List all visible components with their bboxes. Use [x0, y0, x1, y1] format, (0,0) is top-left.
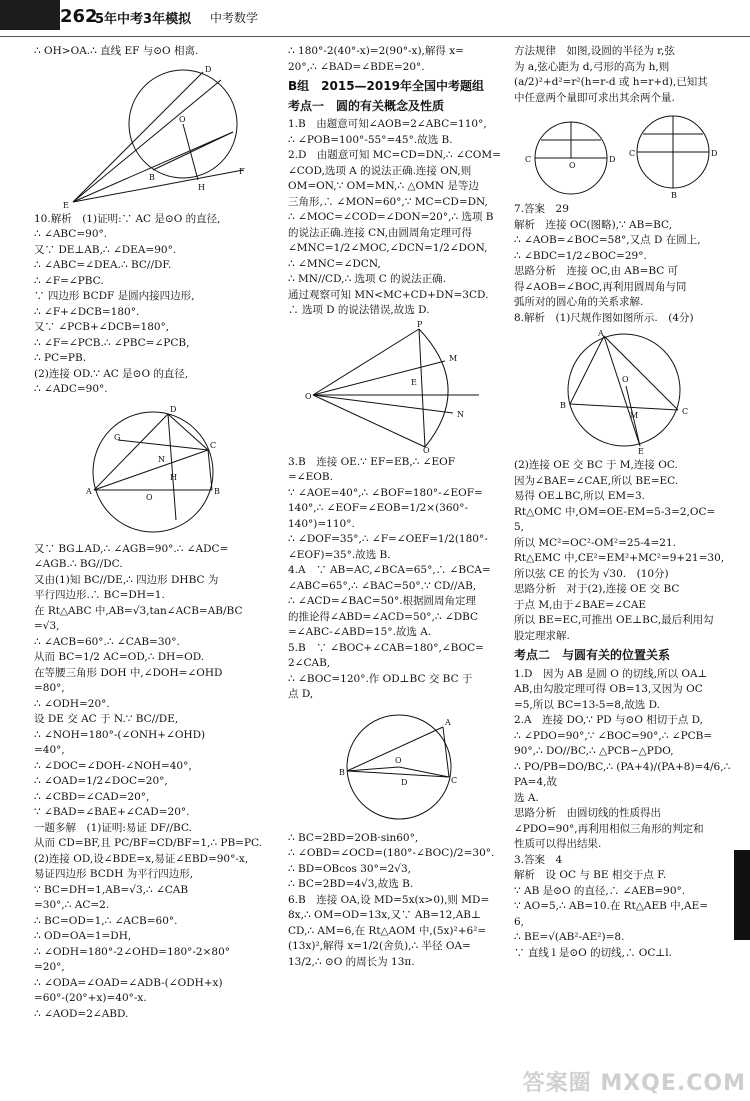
text-line: =30°,∴ AC=2.	[34, 899, 110, 911]
svg-text:B: B	[671, 191, 677, 200]
figure-q8-construction	[534, 328, 714, 456]
text-line: =∠ABC-∠ABD=15°.故选 A.	[288, 626, 432, 638]
text-line: Rt△OMC 中,OM=OE-EM=5-3=2,OC=	[514, 505, 716, 518]
col1-text-a	[34, 44, 272, 60]
watermark: 答案圈 MXQE.COM	[522, 1071, 746, 1096]
col2-text-d	[288, 831, 510, 971]
text-line: 选 A.	[514, 791, 539, 804]
text-line: (2)连接 OD,设∠BDE=x,易证∠EBD=90°-x,	[34, 852, 249, 865]
text-line: 性质可以得出结果.	[514, 838, 602, 850]
text-line: 平行四边形.∴ BC=DH=1.	[34, 589, 165, 601]
col1-text-c	[34, 542, 272, 1023]
text-line: ∠AGB.∴ BG//DC.	[34, 558, 123, 570]
svg-text:D: D	[609, 155, 616, 164]
svg-text:E: E	[411, 377, 417, 387]
text-line: ∴ 选项 D 的说法错误,故选 D.	[288, 304, 430, 316]
figure-q2-arc	[299, 321, 499, 453]
text-line: 又由(1)知 BC//DE,∴ 四边形 DHBC 为	[34, 573, 219, 586]
section-title-b: B组 2015—2019年全国中考题组	[288, 79, 484, 93]
text-line: ∴ ∠DOC=∠DOH-∠NOH=40°,	[34, 759, 192, 772]
text-line: 在 Rt△ABC 中,AB=√3,tan∠ACB=AB/BC	[34, 604, 243, 617]
text-line: ∴ BC=2BD=4√3,故选 B.	[288, 878, 414, 890]
text-line: 于点 M,由于∠BAE=∠CAE	[514, 598, 647, 611]
svg-text:E: E	[638, 447, 644, 456]
column-3	[514, 44, 734, 961]
svg-text:C: C	[451, 775, 458, 785]
svg-text:O: O	[305, 391, 312, 401]
text-line: ∵ BC=DH=1,AB=√3,∴ ∠CAB	[34, 883, 189, 896]
text-line: =40°,	[34, 744, 65, 756]
text-line: 2.D 由题意可知 MC=CD=DN,∴ ∠COM=	[288, 149, 501, 161]
text-line: 3.B 连接 OE.∵ EF=EB,∴ ∠EOF	[288, 455, 456, 468]
text-line: ∴ ∠ADC=90°.	[34, 383, 108, 395]
text-line: 5.B ∵ ∠BOC+∠CAB=180°,∠BOC=	[288, 641, 484, 654]
text-line: 股定理求解.	[514, 629, 570, 642]
text-line: ∴ OH>OA.∴ 直线 EF 与⊙O 相离.	[34, 45, 199, 57]
col1-text-b	[34, 212, 272, 398]
text-line: ∴ BE=√(AB²-AE²)=8.	[514, 931, 625, 943]
text-line: 中任意两个量即可求出其余两个量.	[514, 91, 675, 104]
text-line: 从而 BC=1/2 AC=OD,∴ DH=OD.	[34, 651, 205, 663]
text-line: (2)连接 OE 交 BC 于 M,连接 OC.	[514, 459, 678, 471]
text-line: ∴ ∠BDC=1/2∠BOC=29°.	[514, 249, 647, 262]
col2-text-b	[288, 117, 510, 319]
svg-text:O: O	[179, 114, 186, 124]
col2-text-a	[288, 44, 510, 75]
topic-1-title: 考点一 圆的有关概念及性质	[288, 98, 445, 113]
figure-q5-circle	[309, 705, 489, 829]
svg-text:A: A	[445, 717, 451, 727]
svg-text:D: D	[205, 64, 212, 74]
text-line: ∴ ∠OBD=∠OCD=(180°-∠BOC)/2=30°.	[288, 847, 495, 859]
book-title: 5年中考3年模拟	[95, 12, 192, 27]
text-line: ∴ ∠ABC=90°.	[34, 228, 108, 240]
text-line: 6.B 连接 OA,设 MD=5x(x>0),则 MD=	[288, 893, 490, 906]
svg-text:B: B	[149, 172, 155, 182]
svg-text:Q: Q	[423, 445, 430, 453]
text-line: 解析 连接 OC(图略),∵ AB=BC,	[514, 218, 673, 231]
text-line: 思路分析 连接 OC,由 AB=BC 可	[514, 265, 679, 277]
svg-text:D: D	[401, 777, 408, 787]
text-line: 解析 设 OC 与 BE 相交于点 F.	[514, 869, 667, 881]
column-2	[288, 44, 510, 970]
col3-text-a	[514, 44, 734, 106]
text-line: ∴ PO/PB=DO/BC,∴ (PA+4)/(PA+8)=4/6,∴ PA=4,故	[514, 760, 734, 788]
figure-q10-circle	[58, 400, 248, 540]
figure-chord-diagrams	[519, 108, 729, 200]
svg-text:C: C	[210, 440, 217, 450]
svg-text:B: B	[560, 401, 566, 410]
text-line: 10.解析 (1)证明:∵ AC 是⊙O 的直径,	[34, 212, 221, 225]
text-line: (13x)²,解得 x=1/2(舍负),∴ 半径 OA=	[288, 940, 471, 952]
text-line: ∵ AO=5,∴ AB=10.在 Rt△AEB 中,AE=	[514, 900, 709, 912]
topic-2-title: 考点二 与圆有关的位置关系	[514, 648, 671, 662]
text-line: ∴ ∠ODH=20°.	[34, 697, 110, 710]
text-line: 5,	[514, 521, 525, 533]
svg-text:H: H	[198, 182, 205, 192]
text-line: 13/2,∴ ⊙O 的周长为 13π.	[288, 955, 415, 968]
svg-text:O: O	[622, 375, 629, 384]
text-line: 从而 CD=BF,且 PC/BF=CD/BF=1,∴ PB=PC.	[34, 837, 263, 849]
text-line: ∴ ∠MNC=∠DCN,	[288, 257, 381, 270]
svg-text:A: A	[86, 486, 92, 496]
text-line: 一题多解 (1)证明:易证 DF//BC.	[34, 821, 192, 834]
text-line: 8.解析 (1)尺规作图如图所示. (4分)	[514, 311, 694, 324]
figure-tangent-line	[53, 62, 253, 210]
text-line: 又∵ ∠PCB+∠DCB=180°,	[34, 321, 170, 333]
col2-text-c	[288, 455, 510, 703]
page-header	[0, 0, 750, 37]
text-line: 3.答案 4	[514, 853, 563, 866]
text-line: ∵ AB 是⊙O 的直径,∴ ∠AEB=90°.	[514, 884, 686, 897]
text-line: 在等腰三角形 DOH 中,∠DOH=∠OHD	[34, 666, 223, 679]
text-line: ∵ 直线 l 是⊙O 的切线,∴ OC⊥l.	[514, 946, 673, 959]
text-line: ∴ PC=PB.	[34, 352, 87, 364]
text-line: ∴ ∠ACD=∠BAC=50°.根据圆周角定理	[288, 595, 477, 607]
text-line: CD,∴ AM=6,在 Rt△AOM 中,(5x)²+6²=	[288, 924, 487, 937]
text-line: ∴ ∠F+∠DCB=180°.	[34, 305, 140, 318]
text-line: 因为∠BAE=∠CAE,所以 BE=EC.	[514, 474, 679, 487]
text-line: 的推论得∠ABD=∠ACD=50°,∴ ∠DBC	[288, 610, 479, 623]
text-line: 20°,∴ ∠BAD=∠BDE=20°.	[288, 60, 425, 73]
svg-text:P: P	[417, 320, 423, 329]
svg-text:H: H	[170, 472, 177, 482]
text-line: 点 D,	[288, 688, 314, 700]
text-line: ∴ ∠BOC=120°.作 OD⊥BC 交 BC 于	[288, 672, 473, 685]
text-line: 又∵ DE⊥AB,∴ ∠DEA=90°.	[34, 243, 177, 256]
text-line: 通过观察可知 MN<MC+CD+DN=3CD.	[288, 288, 489, 301]
text-line: ∴ ∠PDO=90°,∵ ∠BOC=90°,∴ ∠PCB=	[514, 729, 713, 742]
text-line: 7.答案 29	[514, 203, 569, 215]
svg-text:B: B	[339, 767, 345, 777]
text-line: =∠EOB.	[288, 471, 333, 483]
text-line: ∵ ∠BAD=∠BAE+∠CAD=20°.	[34, 806, 190, 818]
text-line: ∠EOF)=35°.故选 B.	[288, 548, 391, 561]
col3-text-c	[514, 458, 734, 644]
text-line: ∵ ∠AOE=40°,∴ ∠BOF=180°-∠EOF=	[288, 486, 483, 499]
text-line: ∴ ∠ODH=180°-2∠OHD=180°-2×80°	[34, 945, 231, 958]
text-line: ∠PDO=90°,再利用相似三角形的判定和	[514, 822, 704, 835]
text-line: 易得 OE⊥BC,所以 EM=3.	[514, 490, 645, 502]
text-line: =5,所以 BC=13-5=8,故选 D.	[514, 698, 661, 711]
svg-text:M: M	[630, 411, 639, 420]
text-line: ∴ ∠ODA=∠OAD=∠ADB-(∠ODH+x)	[34, 976, 223, 989]
text-line: 140°)=110°.	[288, 517, 355, 530]
text-line: 思路分析 对于(2),连接 OE 交 BC	[514, 583, 680, 595]
text-line: (a/2)²+d²=r²(h=r-d 或 h=r+d),已知其	[514, 76, 708, 88]
text-line: OM=ON,∵ OM=MN,∴ △OMN 是等边	[288, 180, 479, 192]
text-line: ∴ ∠CBD=∠CAD=20°,	[34, 790, 150, 803]
svg-text:C: C	[629, 149, 636, 158]
text-line: ∴ ∠DOF=35°,∴ ∠F=∠OEF=1/2(180°-	[288, 533, 488, 545]
text-line: 4.A ∵ AB=AC,∠BCA=65°,∴ ∠BCA=	[288, 564, 491, 576]
text-line: ∠MNC=1/2∠MOC,∠DCN=1/2∠DON,	[288, 242, 488, 254]
column-1	[34, 44, 272, 1022]
text-line: Rt△EMC 中,CE²=EM²+MC²=9+21=30,	[514, 552, 725, 564]
text-line: ∴ ∠F=∠PBC.	[34, 274, 104, 287]
text-line: 得∠AOB=∠BOC,再利用圆周角与同	[514, 280, 687, 293]
text-line: 为 a,弦心距为 d,弓形的高为 h,则	[514, 60, 670, 73]
svg-text:D: D	[711, 149, 718, 158]
text-line: (2)连接 OD.∵ AC 是⊙O 的直径,	[34, 367, 189, 380]
svg-text:E: E	[63, 200, 69, 210]
text-line: ∴ ∠ABC=∠DEA.∴ BC//DF.	[34, 259, 172, 271]
col3-text-b	[514, 202, 734, 326]
text-line: 1.B 由题意可知∠AOB=2∠ABC=110°,	[288, 118, 487, 130]
text-line: 1.D 因为 AB 是圆 O 的切线,所以 OA⊥	[514, 667, 708, 680]
text-line: 所以弦 CE 的长为 √30. (10分)	[514, 567, 669, 580]
text-line: ∴ ∠NOH=180°-(∠ONH+∠OHD)	[34, 728, 206, 741]
text-line: 6,	[514, 915, 525, 928]
svg-text:N: N	[457, 409, 464, 419]
text-line: ∠ABC=65°,∴ ∠BAC=50°.∵ CD//AB,	[288, 579, 477, 592]
svg-text:O: O	[395, 755, 402, 765]
svg-text:M: M	[449, 353, 458, 363]
text-line: 所以 BE=EC,可推出 OE⊥BC,最后利用勾	[514, 614, 714, 626]
svg-text:C: C	[682, 407, 689, 416]
text-line: ∴ ∠OAD=1/2∠DOC=20°,	[34, 775, 168, 787]
svg-text:O: O	[569, 161, 576, 170]
text-line: ∴ ∠POB=100°-55°=45°.故选 B.	[288, 133, 453, 146]
side-tab-marker	[734, 850, 750, 940]
text-line: ∴ OD=OA=1=DH,	[34, 930, 132, 942]
text-line: 方法规律 如图,设圆的半径为 r,弦	[514, 45, 675, 57]
text-line: 又∵ BG⊥AD,∴ ∠AGB=90°.∴ ∠ADC=	[34, 542, 229, 555]
text-line: ∴ ∠F=∠PCB.∴ ∠PBC=∠PCB,	[34, 336, 190, 349]
svg-text:B: B	[214, 486, 220, 496]
text-line: 弧所对的圆心角的关系求解.	[514, 296, 644, 308]
text-line: =80°,	[34, 682, 65, 694]
text-line: 90°,∴ DO//BC,∴ △PCB∽△PDO,	[514, 745, 674, 757]
text-line: 设 DE 交 AC 于 N.∵ BC//DE,	[34, 713, 179, 725]
text-line: =20°,	[34, 961, 65, 973]
text-line: ∴ BC=OD=1,∴ ∠ACB=60°.	[34, 914, 178, 927]
text-line: ∴ BD=OBcos 30°=2√3,	[288, 862, 412, 875]
text-line: 易证四边形 BCDH 为平行四边形,	[34, 868, 194, 880]
svg-text:C: C	[525, 155, 532, 164]
text-line: ∴ BC=2BD=2OB·sin60°,	[288, 831, 419, 844]
text-line: ∠COD,选项 A 的说法正确.连接 ON,则	[288, 164, 472, 177]
text-line: 三角形,∴ ∠MON=60°,∵ MC=CD=DN,	[288, 195, 488, 208]
svg-text:O: O	[146, 492, 153, 502]
svg-text:N: N	[158, 454, 165, 464]
text-line: =60°-(20°+x)=40°-x.	[34, 992, 147, 1004]
text-line: ∴ ∠ACB=60°.∴ ∠CAB=30°.	[34, 635, 180, 648]
text-line: 所以 MC²=OC²-OM²=25-4=21.	[514, 536, 676, 549]
text-line: 2.A 连接 DO,∵ PD 与⊙O 相切于点 D,	[514, 714, 703, 726]
svg-text:A: A	[598, 329, 604, 338]
page-number: 262	[60, 6, 98, 27]
text-line: AB,由勾股定理可得 OB=13,又因为 OC	[514, 683, 703, 695]
text-line: =√3,	[34, 620, 60, 632]
text-line: 8x,∴ OM=OD=13x,又∵ AB=12,AB⊥	[288, 909, 481, 921]
header-decoration	[0, 0, 60, 30]
col3-text-d	[514, 667, 734, 962]
text-line: 2∠CAB,	[288, 657, 331, 669]
text-line: ∴ ∠MOC=∠COD=∠DON=20°,∴ 选项 B	[288, 211, 494, 223]
text-line: ∴ ∠AOB=∠BOC=58°,又点 D 在圆上,	[514, 234, 701, 246]
text-line: ∴ 180°-2(40°-x)=2(90°-x),解得 x=	[288, 45, 464, 57]
text-line: 140°,∴ ∠EOF=∠EOB=1/2×(360°-	[288, 502, 469, 514]
text-line: 的说法正确.连接 CN,由圆周角定理可得	[288, 226, 473, 239]
text-line: ∴ ∠AOD=2∠ABD.	[34, 1007, 129, 1020]
text-line: ∴ MN//CD,∴ 选项 C 的说法正确.	[288, 273, 447, 285]
text-line: ∵ 四边形 BCDF 是圆内接四边形,	[34, 290, 195, 302]
text-line: 思路分析 由圆切线的性质得出	[514, 807, 661, 819]
svg-text:G: G	[114, 432, 121, 442]
svg-text:F: F	[239, 166, 245, 176]
subject-title: 中考数学	[210, 11, 259, 25]
svg-text:D: D	[170, 404, 177, 414]
